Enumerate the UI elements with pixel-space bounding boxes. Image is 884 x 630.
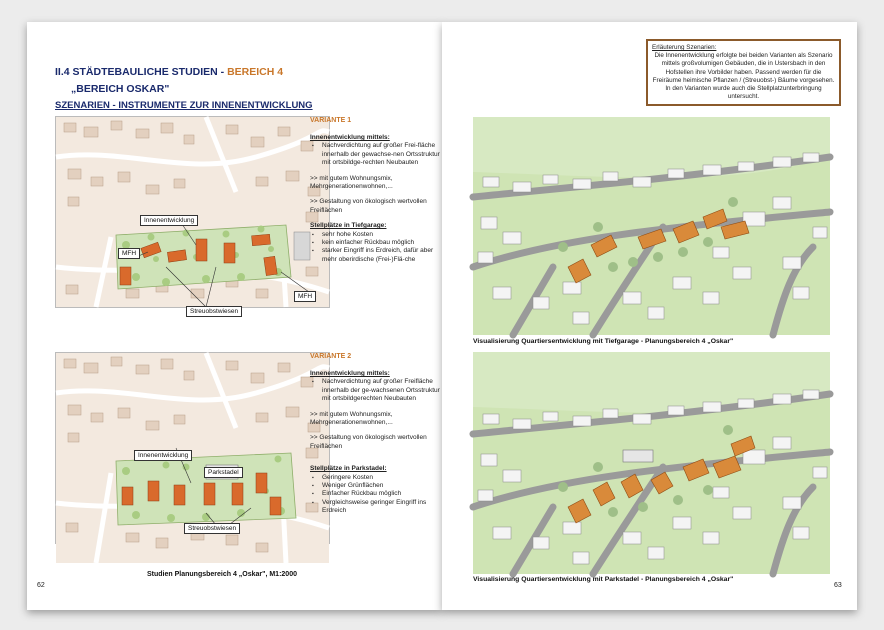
caption-parkstadel: Visualisierung Quartiersentwicklung mit Parkstadel - Planungsbereich 4 „Oskar" [473, 576, 734, 583]
variant-2-parking-bullet: ▪ Weniger Grünflächen [322, 482, 440, 490]
variant-2-bullet: ▪ Nachverdichtung auf großer Freifläche innerhalb der ge-wachsenen Ortsstruktur mit ortsbildgerechten Neubauten [322, 378, 440, 403]
variant-2-title: VARIANTE 2 [310, 353, 352, 360]
variant-2-parking-bullet: ▪ Geringere Kosten [322, 474, 440, 482]
variant-1-sub1: Innenentwicklung mittels: [310, 134, 390, 141]
right-page [442, 22, 857, 610]
visualization-tiefgarage [473, 117, 830, 335]
variant-1-line3: >> Gestaltung von ökologisch wertvollen Freiflächen [310, 198, 427, 214]
label-mfh-left: MFH [118, 248, 140, 259]
page-number-right: 63 [834, 582, 842, 589]
variant-2-parking-bullet: ▪ Vergleichsweise geringer Eingriff ins Erdreich [322, 499, 440, 516]
label-mfh-right: MFH [294, 291, 316, 302]
label-parkstadel: Parkstadel [204, 467, 243, 478]
label-streuobstwiesen-2: Streuobstwiesen [184, 523, 240, 534]
explanation-title: Erläuterung Szenarien: [652, 44, 717, 51]
label-innenentwicklung: Innenentwicklung [140, 215, 198, 226]
variant-1-text [310, 134, 440, 264]
label-streuobstwiesen: Streuobstwiesen [186, 306, 242, 317]
page-number-left: 62 [37, 582, 45, 589]
variant-2-sub2: Stellplätze in Parkstadel: [310, 465, 387, 473]
variant-1-parking-bullet: ▪ sehr hohe Kosten [322, 231, 440, 239]
left-page [27, 22, 442, 610]
page-subheading: „BEREICH OSKAR" [71, 83, 170, 95]
explanation-text: Die Innenentwicklung erfolgte bei beiden Varianten als Szenario mittels großvolumigen Gebäuden, die in Ustersbach in den Hofstellen ihre Vorbilder haben. Passend werden für die Freiräume heimische Pflanzen / (Streuobst-) Bäume vorgesehen. In den Varianten wurde auch die Stellplatzunterbringung untersucht. [652, 52, 835, 101]
site-plan-variant-2 [55, 352, 330, 544]
variant-1-title: VARIANTE 1 [310, 117, 352, 124]
variant-2-line3: >> Gestaltung von ökologisch wertvollen Freiflächen [310, 434, 427, 450]
left-caption: Studien Planungsbereich 4 „Oskar", M1:2000 [147, 571, 297, 578]
page-heading: II.4 STÄDTEBAULICHE STUDIEN - BEREICH 4 [55, 66, 284, 78]
variant-1-bullet: ▪ Nachverdichtung auf großer Frei-fläche innerhalb der gewachse-nen Ortsstruktur mit ortsbildge-rechten Neubauten [322, 142, 440, 167]
variant-2-text [310, 370, 440, 516]
heading-accent: BEREICH 4 [227, 66, 284, 78]
section-heading: SZENARIEN - INSTRUMENTE ZUR INNENENTWICKLUNG [55, 100, 313, 111]
variant-2-parking-bullet: ▪ Einfacher Rückbau möglich [322, 490, 440, 498]
variant-2-line2: >> mit gutem Wohnungsmix, Mehrgenerationenwohnen,... [310, 410, 393, 427]
variant-1-parking-bullet: ▪ starker Eingriff ins Erdreich, dafür aber mehr oberirdische (Frei-)Flä-che [322, 247, 440, 264]
variant-2-sub1: Innenentwicklung mittels: [310, 370, 390, 377]
explanation-box [646, 39, 841, 106]
label-innenentwicklung-2: Innenentwicklung [134, 450, 192, 461]
caption-tiefgarage: Visualisierung Quartiersentwicklung mit Tiefgarage - Planungsbereich 4 „Oskar" [473, 338, 734, 345]
visualization-parkstadel [473, 352, 830, 574]
variant-1-sub2: Stellplätze in Tiefgarage: [310, 222, 387, 230]
variant-1-parking-bullet: ▪ kein einfacher Rückbau möglich [322, 239, 440, 247]
site-plan-variant-1 [55, 116, 330, 315]
variant-1-line2: >> mit gutem Wohnungsmix, Mehrgenerationenwohnen,... [310, 174, 393, 191]
